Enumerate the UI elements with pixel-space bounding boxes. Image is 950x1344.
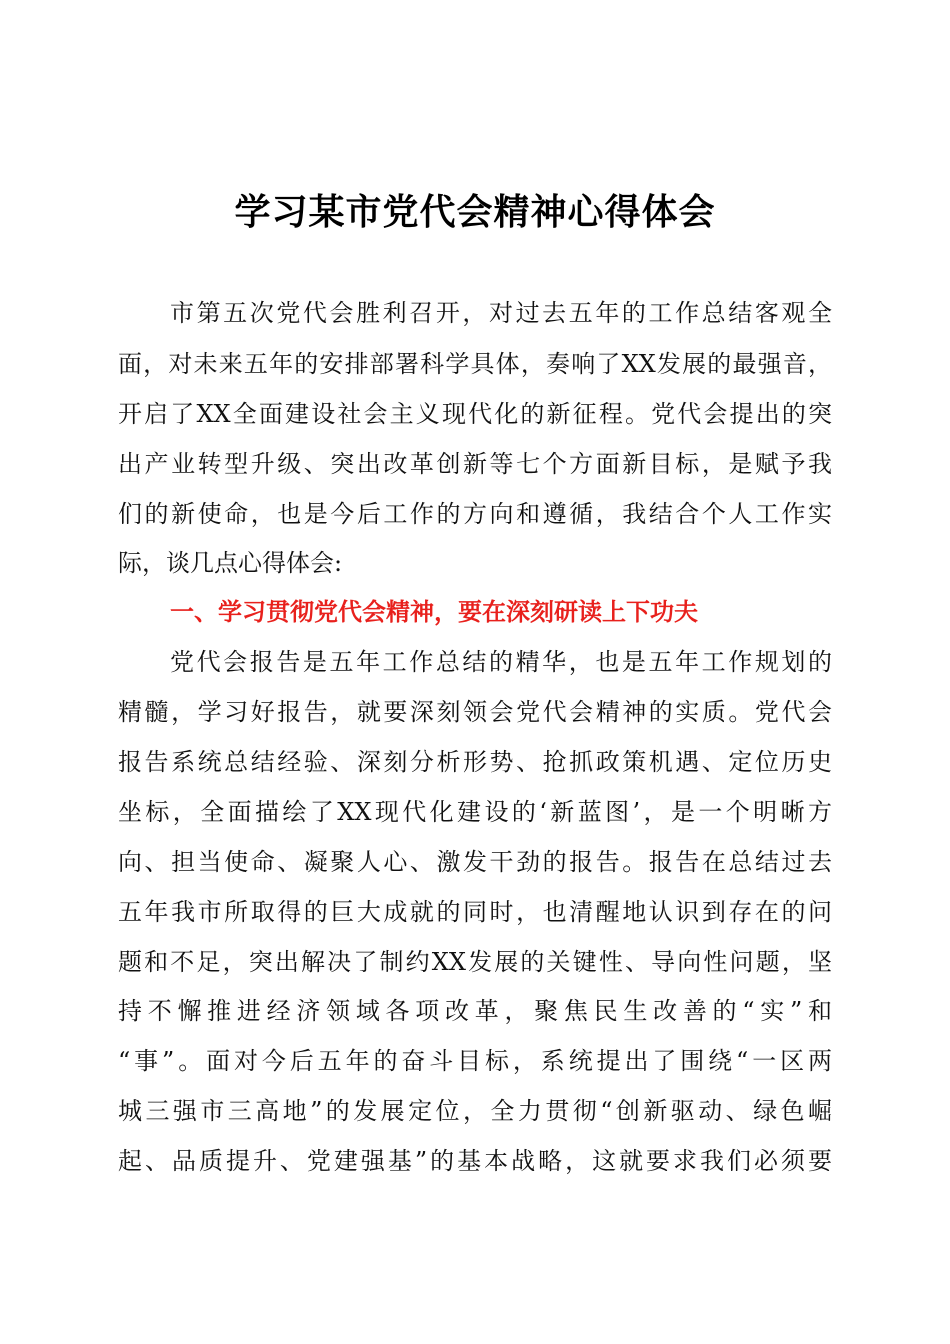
document-title: 学习某市党代会精神心得体会 [234, 191, 716, 233]
section-1-heading: 一、学习贯彻党代会精神，要在深刻研读上下功夫 [170, 598, 698, 626]
paragraph-1-line: 出产业转型升级、突出改革创新等七个方面新目标，是赋予我 [118, 450, 832, 478]
paragraph-1-line: 市第五次党代会胜利召开，对过去五年的工作总结客观全 [170, 299, 832, 327]
paragraph-2-line: 坐标，全面描绘了XX现代化建设的‘新蓝图’，是一个明晰方 [118, 798, 832, 826]
paragraph-2-line: 起、品质提升、党建强基”的基本战略，这就要求我们必须要 [118, 1147, 832, 1175]
paragraph-2-line: 持不懈推进经济领域各项改革，聚焦民生改善的“实”和 [118, 997, 832, 1025]
paragraph-2-line: “事”。面对今后五年的奋斗目标，系统提出了围绕“一区两 [118, 1047, 832, 1075]
paragraph-1-line: 们的新使命，也是今后工作的方向和遵循，我结合个人工作实 [118, 500, 832, 528]
paragraph-1-line: 际，谈几点心得体会: [118, 549, 343, 577]
paragraph-2-line: 题和不足，突出解决了制约XX发展的关键性、导向性问题，坚 [118, 948, 832, 976]
paragraph-2-line: 党代会报告是五年工作总结的精华，也是五年工作规划的 [170, 648, 832, 676]
paragraph-2-line: 报告系统总结经验、深刻分析形势、抢抓政策机遇、定位历史 [118, 748, 832, 776]
paragraph-2-line: 五年我市所取得的巨大成就的同时，也清醒地认识到存在的问 [118, 898, 832, 926]
paragraph-2-line: 精髓，学习好报告，就要深刻领会党代会精神的实质。党代会 [118, 698, 832, 726]
paragraph-2-line: 向、担当使命、凝聚人心、激发干劲的报告。报告在总结过去 [118, 848, 832, 876]
paragraph-1-line: 面，对未来五年的安排部署科学具体，奏响了XX发展的最强音， [118, 350, 832, 378]
paragraph-1-line: 开启了XX全面建设社会主义现代化的新征程。党代会提出的突 [118, 400, 832, 428]
paragraph-2-line: 城三强市三高地”的发展定位，全力贯彻“创新驱动、绿色崛 [118, 1097, 832, 1125]
